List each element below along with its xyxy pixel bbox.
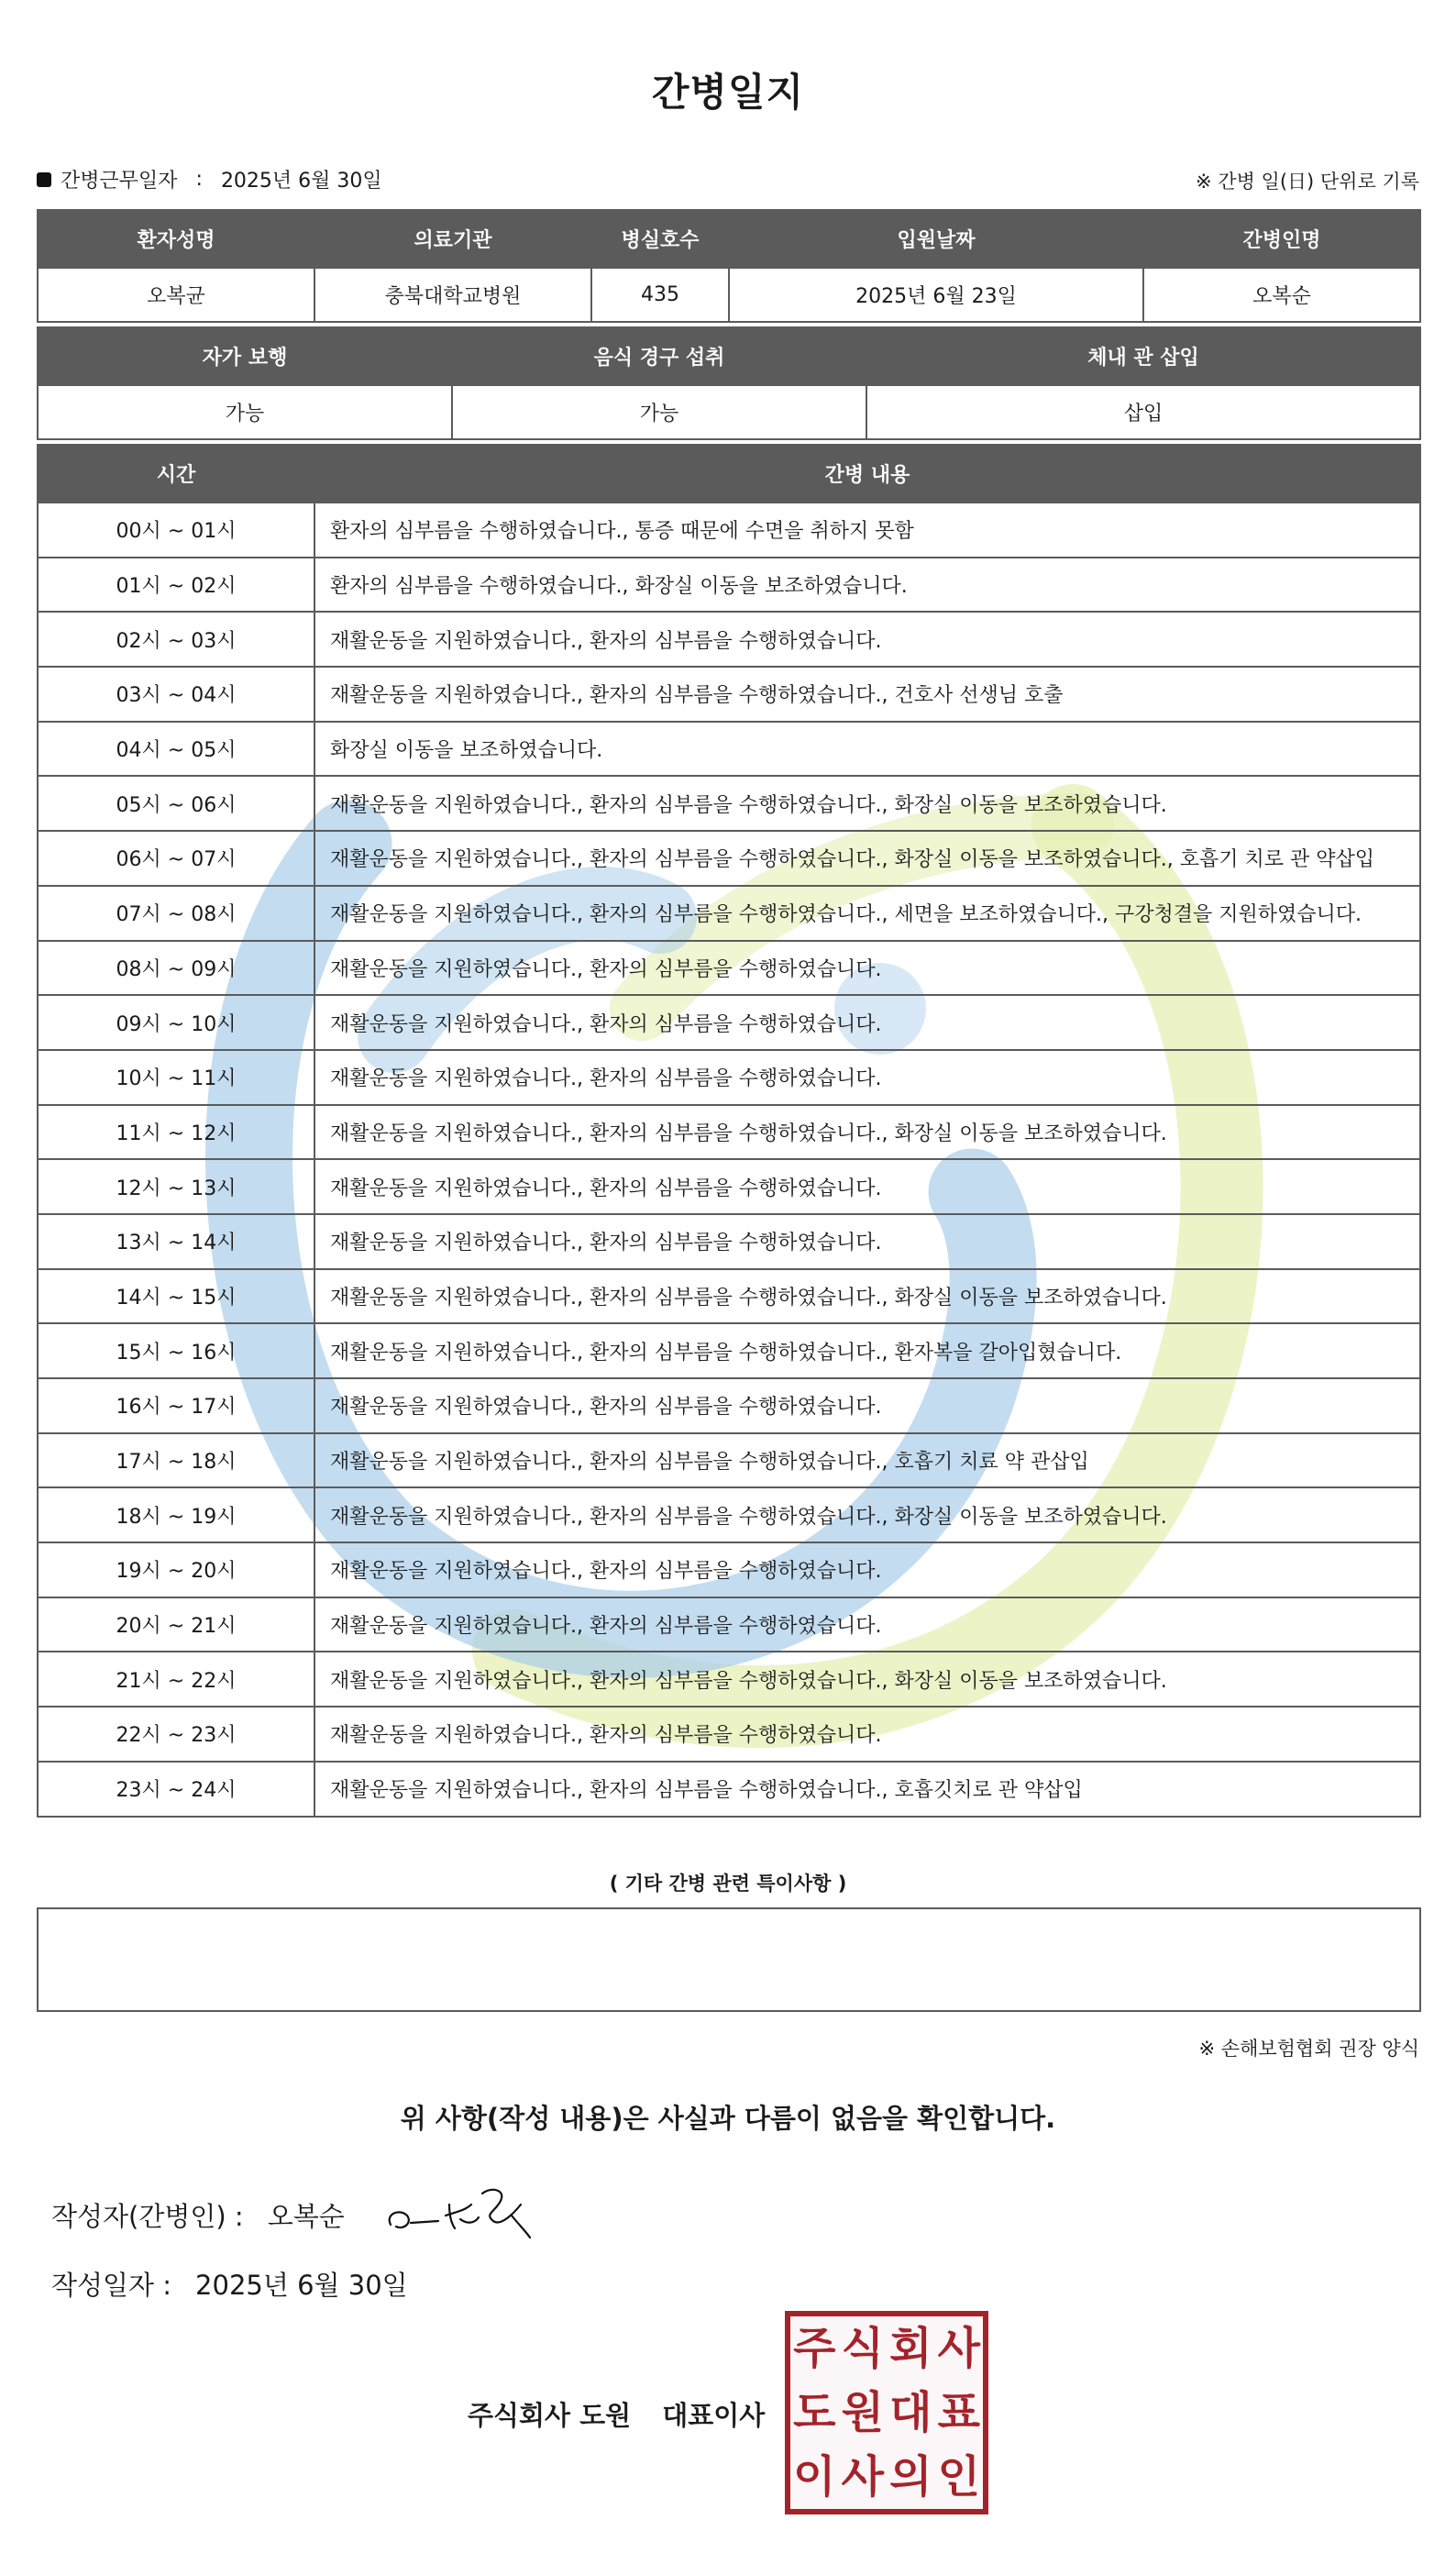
care-log-row [38,612,1420,667]
care-log-row [38,1378,1420,1433]
seal-character: 식 [841,2323,884,2374]
care-log-content: 환자의 심부름을 수행하였습니다., 통증 때문에 수면을 취하지 못함 [314,503,1420,558]
care-log-content: 재활운동을 지원하였습니다., 환자의 심부름을 수행하였습니다. [314,995,1420,1050]
oral-intake-value: 가능 [452,385,866,439]
care-log-content: 재활운동을 지원하였습니다., 환자의 심부름을 수행하였습니다., 건호사 선생님 호출 [314,667,1420,722]
care-log-row [38,776,1420,831]
seal-character: 의 [889,2451,932,2503]
header-self-walking: 자가 보행 [38,327,452,385]
company-name: 주식회사 도원 [468,2400,632,2431]
room-number-value: 435 [591,268,729,322]
seal-character: 대 [889,2387,932,2438]
care-log-row [38,1762,1420,1817]
care-log-time: 13시 ~ 14시 [38,1214,314,1269]
care-log-content: 재활운동을 지원하였습니다., 환자의 심부름을 수행하였습니다. [314,1214,1420,1269]
unit-note: ※ 간병 일(日) 단위로 기록 [1196,171,1419,193]
header-admission-date: 입원날짜 [729,210,1143,268]
care-log-row [38,995,1420,1050]
care-log-content: 재활운동을 지원하였습니다., 환자의 심부름을 수행하였습니다. [314,1707,1420,1762]
care-log-row [38,831,1420,886]
bullet-square-icon [37,172,51,187]
seal-character: 주 [793,2323,836,2374]
care-log-content: 재활운동을 지원하였습니다., 환자의 심부름을 수행하였습니다., 환자복을 갈아입혔습니다. [314,1323,1420,1378]
care-log-time: 07시 ~ 08시 [38,886,314,941]
self-walking-value: 가능 [38,385,452,439]
care-log-time: 21시 ~ 22시 [38,1652,314,1707]
care-log-time: 08시 ~ 09시 [38,941,314,996]
header-time: 시간 [38,445,314,503]
care-log-time: 20시 ~ 21시 [38,1597,314,1652]
header-care-content: 간병 내용 [314,445,1420,503]
care-log-row [38,1652,1420,1707]
patient-info-value-row [38,268,1420,322]
care-log-content: 재활운동을 지원하였습니다., 환자의 심부름을 수행하였습니다., 화장실 이동을 보조하였습니다. [314,1269,1420,1324]
patient-name-value: 오복균 [38,268,314,322]
form-note: ※ 손해보험협회 권장 양식 [1198,2038,1419,2060]
care-log-row [38,667,1420,722]
seal-character: 표 [937,2387,980,2438]
seal-character: 도 [793,2387,836,2438]
care-log-table [37,444,1421,1818]
care-log-content: 재활운동을 지원하였습니다., 환자의 심부름을 수행하였습니다. [314,1597,1420,1652]
care-log-time: 16시 ~ 17시 [38,1378,314,1433]
care-log-time: 19시 ~ 20시 [38,1542,314,1597]
care-log-content: 재활운동을 지원하였습니다., 환자의 심부름을 수행하였습니다., 화장실 이동을 보조하였습니다. [314,776,1420,831]
hospital-value: 충북대학교병원 [314,268,591,322]
care-log-content: 재활운동을 지원하였습니다., 환자의 심부름을 수행하였습니다. [314,1378,1420,1433]
care-log-row [38,1159,1420,1214]
seal-character: 원 [841,2387,884,2438]
care-log-content: 환자의 심부름을 수행하였습니다., 화장실 이동을 보조하였습니다. [314,558,1420,613]
care-log-row [38,1597,1420,1652]
written-date-line [51,2265,408,2303]
care-log-time: 15시 ~ 16시 [38,1323,314,1378]
admission-date-value: 2025년 6월 23일 [729,268,1143,322]
header-hospital: 의료기관 [314,210,591,268]
company-seal-stamp [785,2311,988,2514]
company-rep-title: 대표이사 [662,2400,766,2431]
care-log-content: 재활운동을 지원하였습니다., 환자의 심부름을 수행하였습니다. [314,1050,1420,1105]
tube-insertion-value: 삽입 [866,385,1420,439]
seal-character: 인 [937,2451,980,2503]
care-log-time: 17시 ~ 18시 [38,1433,314,1488]
care-log-row [38,886,1420,941]
care-log-row [38,1433,1420,1488]
care-log-content: 재활운동을 지원하였습니다., 환자의 심부름을 수행하였습니다. [314,1159,1420,1214]
care-log-content: 재활운동을 지원하였습니다., 환자의 심부름을 수행하였습니다., 화장실 이동을 보조하였습니다. [314,1652,1420,1707]
caregiver-name-value: 오복순 [1143,268,1420,322]
header-oral-intake: 음식 경구 섭취 [452,327,866,385]
duty-date-separator: : [195,168,203,191]
care-log-content: 재활운동을 지원하였습니다., 환자의 심부름을 수행하였습니다., 화장실 이동을 보조하였습니다., 호흡기 치로 관 약삽입 [314,831,1420,886]
care-log-content: 재활운동을 지원하였습니다., 환자의 심부름을 수행하였습니다., 화장실 이동을 보조하였습니다. [314,1487,1420,1542]
care-log-time: 09시 ~ 10시 [38,995,314,1050]
document-title: 간병일지 [651,70,805,115]
care-log-row [38,1707,1420,1762]
duty-date-label: 간병근무일자 [61,170,178,193]
care-log-row [38,558,1420,613]
seal-character: 사 [937,2323,980,2374]
patient-info-header-row [38,210,1420,268]
writer-line [51,2196,345,2234]
care-log-content: 재활운동을 지원하였습니다., 환자의 심부름을 수행하였습니다. [314,941,1420,996]
care-log-row [38,1214,1420,1269]
care-log-time: 05시 ~ 06시 [38,776,314,831]
patient-status-table [37,326,1421,440]
care-log-time: 03시 ~ 04시 [38,667,314,722]
care-log-content: 재활운동을 지원하였습니다., 환자의 심부름을 수행하였습니다., 호흡깃치로 관 약삽입 [314,1762,1420,1817]
care-log-row [38,1323,1420,1378]
care-log-time: 10시 ~ 11시 [38,1050,314,1105]
seal-character: 사 [841,2451,884,2503]
written-date-value: 2025년 6월 30일 [195,2270,408,2301]
care-log-header-row [38,445,1420,503]
care-log-time: 02시 ~ 03시 [38,612,314,667]
care-log-content: 재활운동을 지원하였습니다., 환자의 심부름을 수행하였습니다. [314,612,1420,667]
seal-character: 이 [793,2451,836,2503]
status-value-row [38,385,1420,439]
care-log-row [38,1487,1420,1542]
care-log-time: 04시 ~ 05시 [38,722,314,777]
care-log-time: 00시 ~ 01시 [38,503,314,558]
remarks-title: ( 기타 간병 관련 특이사항 ) [609,1873,847,1895]
care-log-time: 12시 ~ 13시 [38,1159,314,1214]
patient-info-table [37,209,1421,323]
written-date-label: 작성일자 : [51,2270,172,2301]
writer-label: 작성자(간병인) : [51,2201,244,2232]
care-log-row [38,1542,1420,1597]
header-tube-insertion: 체내 관 삽입 [866,327,1420,385]
care-log-row [38,1269,1420,1324]
care-log-row [38,503,1420,558]
care-log-time: 22시 ~ 23시 [38,1707,314,1762]
care-log-row [38,941,1420,996]
care-log-time: 14시 ~ 15시 [38,1269,314,1324]
header-room-number: 병실호수 [591,210,729,268]
header-caregiver-name: 간병인명 [1143,210,1420,268]
care-log-time: 01시 ~ 02시 [38,558,314,613]
care-log-time: 06시 ~ 07시 [38,831,314,886]
header-patient-name: 환자성명 [38,210,314,268]
care-log-content: 화장실 이동을 보조하였습니다. [314,722,1420,777]
remarks-box [37,1907,1421,2012]
care-log-row [38,722,1420,777]
company-line [468,2395,765,2433]
handwritten-signature [383,2177,539,2250]
care-log-content: 재활운동을 지원하였습니다., 환자의 심부름을 수행하였습니다. [314,1542,1420,1597]
care-log-time: 11시 ~ 12시 [38,1105,314,1160]
care-log-content: 재활운동을 지원하였습니다., 환자의 심부름을 수행하였습니다., 세면을 보조하였습니다., 구강청결을 지원하였습니다. [314,886,1420,941]
care-log-time: 18시 ~ 19시 [38,1487,314,1542]
seal-character: 회 [889,2323,932,2374]
care-log-content: 재활운동을 지원하였습니다., 환자의 심부름을 수행하였습니다., 화장실 이동을 보조하였습니다. [314,1105,1420,1160]
writer-name: 오복순 [267,2201,345,2232]
duty-date-row [37,165,382,193]
care-log-time: 23시 ~ 24시 [38,1762,314,1817]
status-header-row [38,327,1420,385]
care-log-content: 재활운동을 지원하였습니다., 환자의 심부름을 수행하였습니다., 호흡기 치료 약 관삽입 [314,1433,1420,1488]
confirmation-statement: 위 사항(작성 내용)은 사실과 다름이 없음을 확인합니다. [400,2103,1056,2134]
duty-date-value: 2025년 6월 30일 [220,170,382,193]
care-log-row [38,1105,1420,1160]
care-log-body [38,503,1420,1817]
care-log-row [38,1050,1420,1105]
